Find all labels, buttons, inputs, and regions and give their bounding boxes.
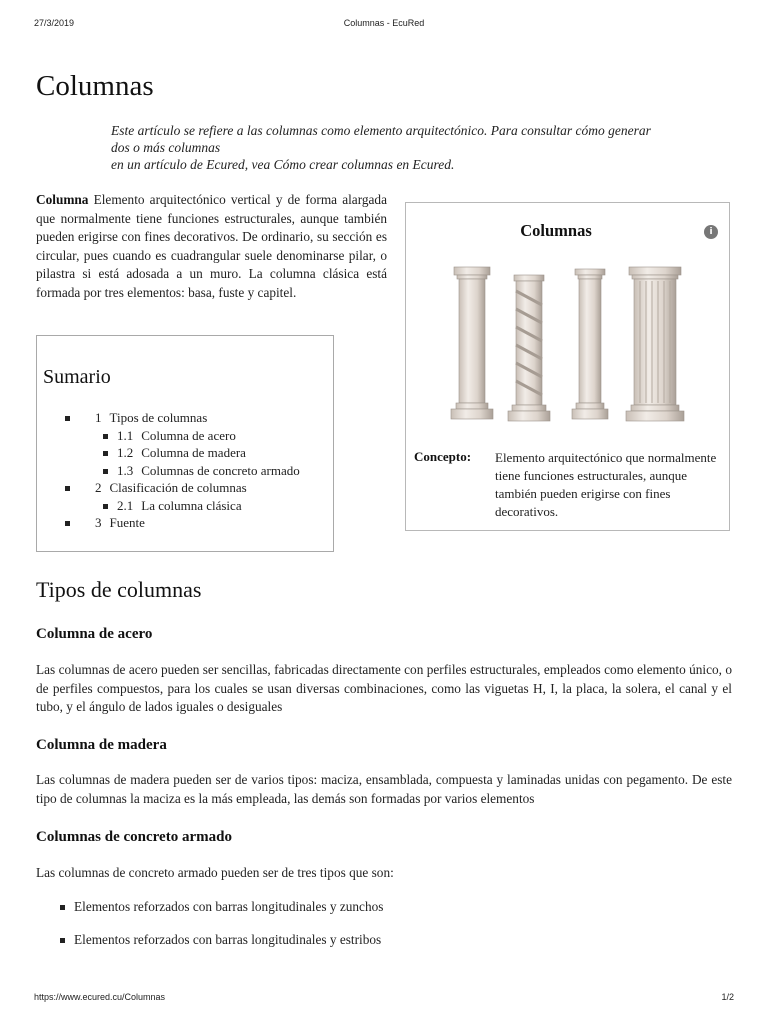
list-item: Elementos reforzados con barras longitudinales y estribos [36, 931, 383, 949]
print-date: 27/3/2019 [34, 18, 75, 28]
toc-title: Sumario [43, 366, 111, 388]
toc-item-number: 2 [95, 480, 102, 495]
twisted-column [508, 275, 550, 421]
toc-item-number: 1.3 [117, 462, 134, 478]
toc-item-label: Columna de acero [141, 427, 236, 443]
page-title: Columnas [36, 70, 154, 102]
print-header [0, 18, 768, 32]
toc-item[interactable] [37, 409, 333, 427]
page-number: 1/2 [721, 992, 734, 1002]
list-item: Elementos reforzados con barras longitudinales y zunchos [36, 898, 383, 916]
subsection-title-madera: Columna de madera [36, 737, 167, 753]
intro-paragraph [36, 191, 387, 302]
print-page-title: Columnas - EcuRed [343, 18, 425, 28]
toc-item-number: 1 [95, 410, 102, 425]
hatnote-line: dos o más columnas [111, 140, 221, 155]
toc-item-label: Tipos de columnas [109, 410, 208, 425]
paragraph-concreto: Las columnas de concreto armado pueden ser de tres tipos que son: [36, 865, 394, 880]
subsection-title-concreto: Columnas de concreto armado [36, 829, 232, 845]
toc-item-number: 1.2 [117, 445, 134, 460]
toc-item-number: 3 [95, 515, 102, 530]
infobox [405, 202, 730, 531]
hatnote-line: Este artículo se refiere a las columnas como elemento arquitectónico. Para consultar cómo generar [111, 123, 651, 138]
toc-item[interactable] [37, 427, 333, 445]
table-of-contents [36, 335, 334, 552]
toc-item-number: 2.1 [117, 497, 134, 513]
hatnote-line: en un artículo de Ecured, vea Cómo crear columnas en Ecured. [111, 157, 455, 172]
intro-text: Elemento arquitectónico vertical y de forma alargada que normalmente tiene funciones estructurales, aunque también pueden erigirse con fines decorativos. De ordinario, su sección es circular, pues cuando es cuadrangular suele denominarse pilar, o pilastra si está adosada a un muro. La columna clásica está formada por tres elementos: basa, fuste y capitel. [36, 192, 387, 300]
toc-item[interactable] [37, 444, 333, 462]
paragraph-madera: Las columnas de madera pueden ser de varios tipos: maciza, ensamblada, compuesta y laminadas unidas con pegamento. De este tipo de columnas la maciza es la más empleada, las demás son formadas por varios elementos [36, 772, 732, 806]
toc-item-label: Fuente [109, 515, 145, 530]
columns-image [446, 265, 696, 435]
toc-item-number: 1.1 [117, 427, 134, 443]
print-footer [0, 992, 768, 1006]
hatnote [111, 122, 751, 173]
toc-item[interactable] [37, 479, 333, 497]
plain-column [451, 267, 493, 419]
toc-item-label: La columna clásica [141, 497, 242, 513]
concept-value: Elemento arquitectónico que normalmente tiene funciones estructurales, aunque también pueden erigirse con fines decorativos. [495, 450, 717, 519]
toc-item-label: Columna de madera [141, 445, 246, 460]
toc-item[interactable] [37, 497, 333, 515]
toc-list [37, 409, 333, 532]
infobox-title: Columnas [520, 221, 592, 240]
toc-item[interactable] [37, 462, 333, 480]
concreto-bullet-list [36, 898, 383, 964]
page-url: https://www.ecured.cu/Columnas [34, 992, 166, 1002]
toc-item-label: Clasificación de columnas [109, 480, 247, 495]
toc-item[interactable] [37, 514, 333, 532]
info-icon[interactable]: i [704, 225, 718, 239]
slender-column [572, 269, 608, 419]
toc-item-label: Columnas de concreto armado [141, 462, 300, 478]
fluted-column [626, 267, 684, 421]
subsection-title-acero: Columna de acero [36, 626, 153, 642]
intro-term: Columna [36, 192, 89, 207]
section-title-tipos: Tipos de columnas [36, 577, 202, 602]
paragraph-acero: Las columnas de acero pueden ser sencillas, fabricadas directamente con perfiles estructurales, empleados como elemento único, o de perfiles compuestos, para los cuales se usan diversas combinaciones, como las viguetas H, I, la placa, la solera, el canal y el tubo, y el ángulo de lados iguales o desiguales [36, 662, 732, 714]
concept-label: Concepto: [414, 449, 472, 464]
